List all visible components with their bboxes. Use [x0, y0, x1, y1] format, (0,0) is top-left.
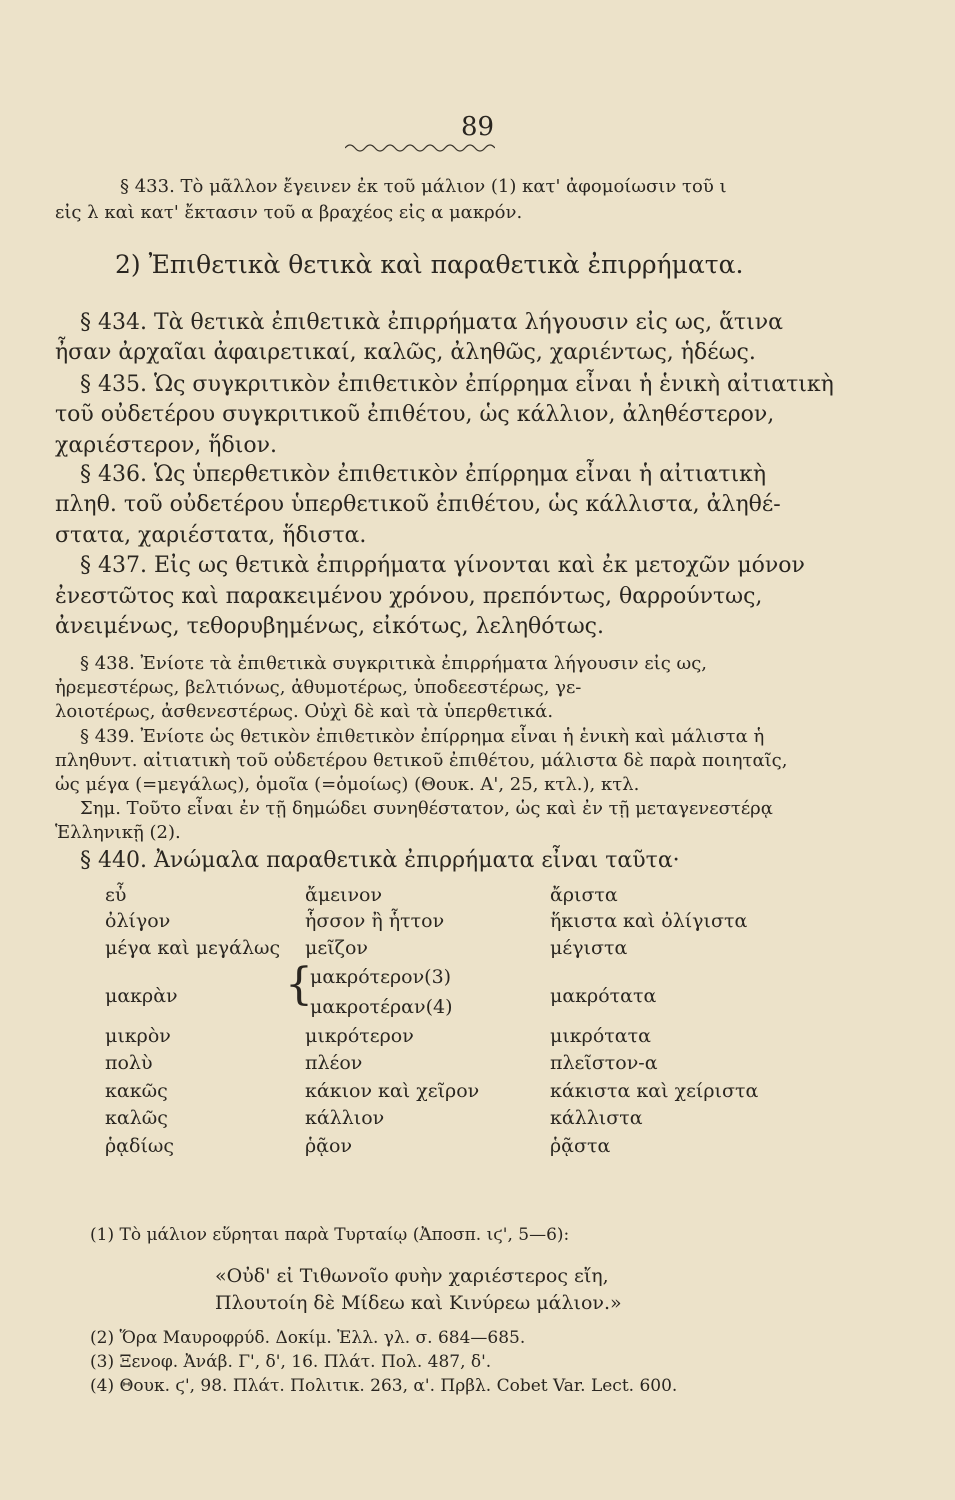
table-superlative-cell: ῥᾷστα	[550, 1135, 611, 1157]
section-434-line-1: § 434. Τὰ θετικὰ ἐπιθετικὰ ἐπιρρήματα λήγουσιν εἰς ως, ἅτινα	[80, 310, 783, 335]
section-439-line-2: πληθυντ. αἰτιατικὴ τοῦ οὐδετέρου θετικοῦ ἐπιθέτου, μάλιστα δὲ παρὰ ποιηταῖς,	[55, 750, 788, 771]
section-435-line-2: τοῦ οὐδετέρου συγκριτικοῦ ἐπιθέτου, ὡς κάλλιον, ἀληθέστερον,	[55, 402, 775, 427]
decorative-wave-divider	[345, 142, 495, 154]
table-positive-cell: μέγα καὶ μεγάλως	[105, 937, 281, 959]
section-433-line-1: § 433. Τὸ μᾶλλον ἔγεινεν ἐκ τοῦ μάλιον (1) κατ' ἀφομοίωσιν τοῦ ι	[120, 176, 727, 197]
section-437-line-2: ἐνεστῶτος καὶ παρακειμένου χρόνου, πρεπόντως, θαρρούντως,	[55, 584, 763, 609]
section-434-line-2: ἦσαν ἀρχαῖαι ἀφαιρετικαί, καλῶς, ἀληθῶς, χαριέντως, ἡδέως.	[55, 340, 756, 365]
section-439-note-line-1: Σημ. Τοῦτο εἶναι ἐν τῇ δημώδει συνηθέστατον, ὡς καὶ ἐν τῇ μεταγενεστέρᾳ	[80, 798, 773, 819]
section-439-line-1: § 439. Ἐνίοτε ὡς θετικὸν ἐπιθετικὸν ἐπίρρημα εἶναι ἡ ἑνικὴ καὶ μάλιστα ἡ	[80, 726, 765, 747]
table-superlative-cell: ἥκιστα καὶ ὀλίγιστα	[550, 910, 748, 932]
table-superlative-cell: ἄριστα	[550, 884, 618, 906]
footnote-4: (4) Θουκ. ϛ', 98. Πλάτ. Πολιτικ. 263, α'. Πρβλ. Cobet Var. Lect. 600.	[90, 1376, 678, 1396]
table-superlative-cell: πλεῖστον-α	[550, 1052, 658, 1074]
table-positive-cell: πολὺ	[105, 1052, 153, 1074]
footnote-3: (3) Ξενοφ. Ἀνάβ. Γ', δ', 16. Πλάτ. Πολ. 487, δ'.	[90, 1352, 492, 1372]
table-comparative-cell-option-2: μακροτέραν(4)	[310, 996, 453, 1018]
section-438-line-2: ἠρεμεστέρως, βελτιόνως, ἀθυμοτέρως, ὑποδεεστέρως, γε-	[55, 677, 582, 698]
section-438-line-1: § 438. Ἐνίοτε τὰ ἐπιθετικὰ συγκριτικὰ ἐπιρρήματα λήγουσιν εἰς ως,	[80, 653, 708, 674]
footnote-1: (1) Τὸ μάλιον εὕρηται παρὰ Τυρταίῳ (Ἀποσπ. ιϛ', 5—6):	[90, 1225, 570, 1245]
table-superlative-cell: μέγιστα	[550, 937, 628, 959]
table-comparative-cell: μικρότερον	[305, 1025, 414, 1047]
table-comparative-cell: ἧσσον ἢ ἧττον	[305, 910, 445, 932]
table-positive-cell: ὀλίγον	[105, 910, 171, 932]
footnote-1-quote-line-2: Πλουτοίη δὲ Μίδεω καὶ Κινύρεω μάλιον.»	[215, 1292, 622, 1314]
section-436-line-1: § 436. Ὡς ὑπερθετικὸν ἐπιθετικὸν ἐπίρρημα εἶναι ἡ αἰτιατικὴ	[80, 462, 767, 487]
section-439-line-3: ὡς μέγα (=μεγάλως), ὁμοῖα (=ὁμοίως) (Θουκ. Α', 25, κτλ.), κτλ.	[55, 774, 640, 795]
section-437-line-1: § 437. Εἰς ως θετικὰ ἐπιρρήματα γίνονται καὶ ἐκ μετοχῶν μόνον	[80, 553, 805, 578]
table-positive-cell: μικρὸν	[105, 1025, 171, 1047]
section-438-line-3: λοιοτέρως, ἀσθενεστέρως. Οὐχὶ δὲ καὶ τὰ ὑπερθετικά.	[55, 701, 554, 722]
table-positive-cell: καλῶς	[105, 1107, 168, 1129]
footnote-1-quote-line-1: «Οὐδ' εἰ Τιθωνοῖο φυὴν χαριέστερος εἴη,	[215, 1265, 609, 1287]
section-433-line-2: εἰς λ καὶ κατ' ἔκτασιν τοῦ α βραχέος εἰς α μακρόν.	[55, 202, 523, 223]
table-positive-cell: ῥᾳδίως	[105, 1135, 175, 1157]
table-positive-cell: μακρὰν	[105, 985, 178, 1007]
table-positive-cell: εὖ	[105, 884, 127, 906]
section-440-line: § 440. Ἀνώμαλα παραθετικὰ ἐπιρρήματα εἶναι ταῦτα·	[80, 848, 680, 873]
table-comparative-cell: κάλλιον	[305, 1107, 385, 1129]
table-comparative-cell: πλέον	[305, 1052, 363, 1074]
table-superlative-cell: μικρότατα	[550, 1025, 651, 1047]
section-439-note-line-2: Ἑλληνικῇ (2).	[55, 822, 181, 843]
table-comparative-cell: ἄμεινον	[305, 884, 383, 906]
section-436-line-2: πληθ. τοῦ οὐδετέρου ὑπερθετικοῦ ἐπιθέτου, ὡς κάλλιστα, ἀληθέ-	[55, 492, 781, 517]
section-435-line-1: § 435. Ὡς συγκριτικὸν ἐπιθετικὸν ἐπίρρημα εἶναι ἡ ἑνικὴ αἰτιατικὴ	[80, 372, 834, 397]
section-437-line-3: ἀνειμένως, τεθορυβημένως, εἰκότως, λεληθότως.	[55, 614, 604, 639]
table-comparative-cell: κάκιον καὶ χεῖρον	[305, 1080, 480, 1102]
footnote-2: (2) Ὅρα Μαυροφρύδ. Δοκίμ. Ἑλλ. γλ. σ. 684—685.	[90, 1328, 526, 1348]
page-number: 89	[460, 112, 495, 142]
section-435-line-3: χαριέστερον, ἥδιον.	[55, 433, 277, 458]
table-superlative-cell: κάλλιστα	[550, 1107, 643, 1129]
table-comparative-cell: ῥᾷον	[305, 1135, 352, 1157]
table-comparative-cell-option-1: μακρότερον(3)	[310, 966, 452, 988]
brace-symbol: {	[285, 959, 313, 1010]
subsection-heading: 2) Ἐπιθετικὰ θετικὰ καὶ παραθετικὰ ἐπιρρήματα.	[115, 250, 744, 279]
table-positive-cell: κακῶς	[105, 1080, 168, 1102]
section-436-line-3: στατα, χαριέστατα, ἥδιστα.	[55, 523, 367, 548]
table-comparative-cell: μεῖζον	[305, 937, 368, 959]
table-superlative-cell: κάκιστα καὶ χείριστα	[550, 1080, 759, 1102]
table-superlative-cell: μακρότατα	[550, 985, 657, 1007]
